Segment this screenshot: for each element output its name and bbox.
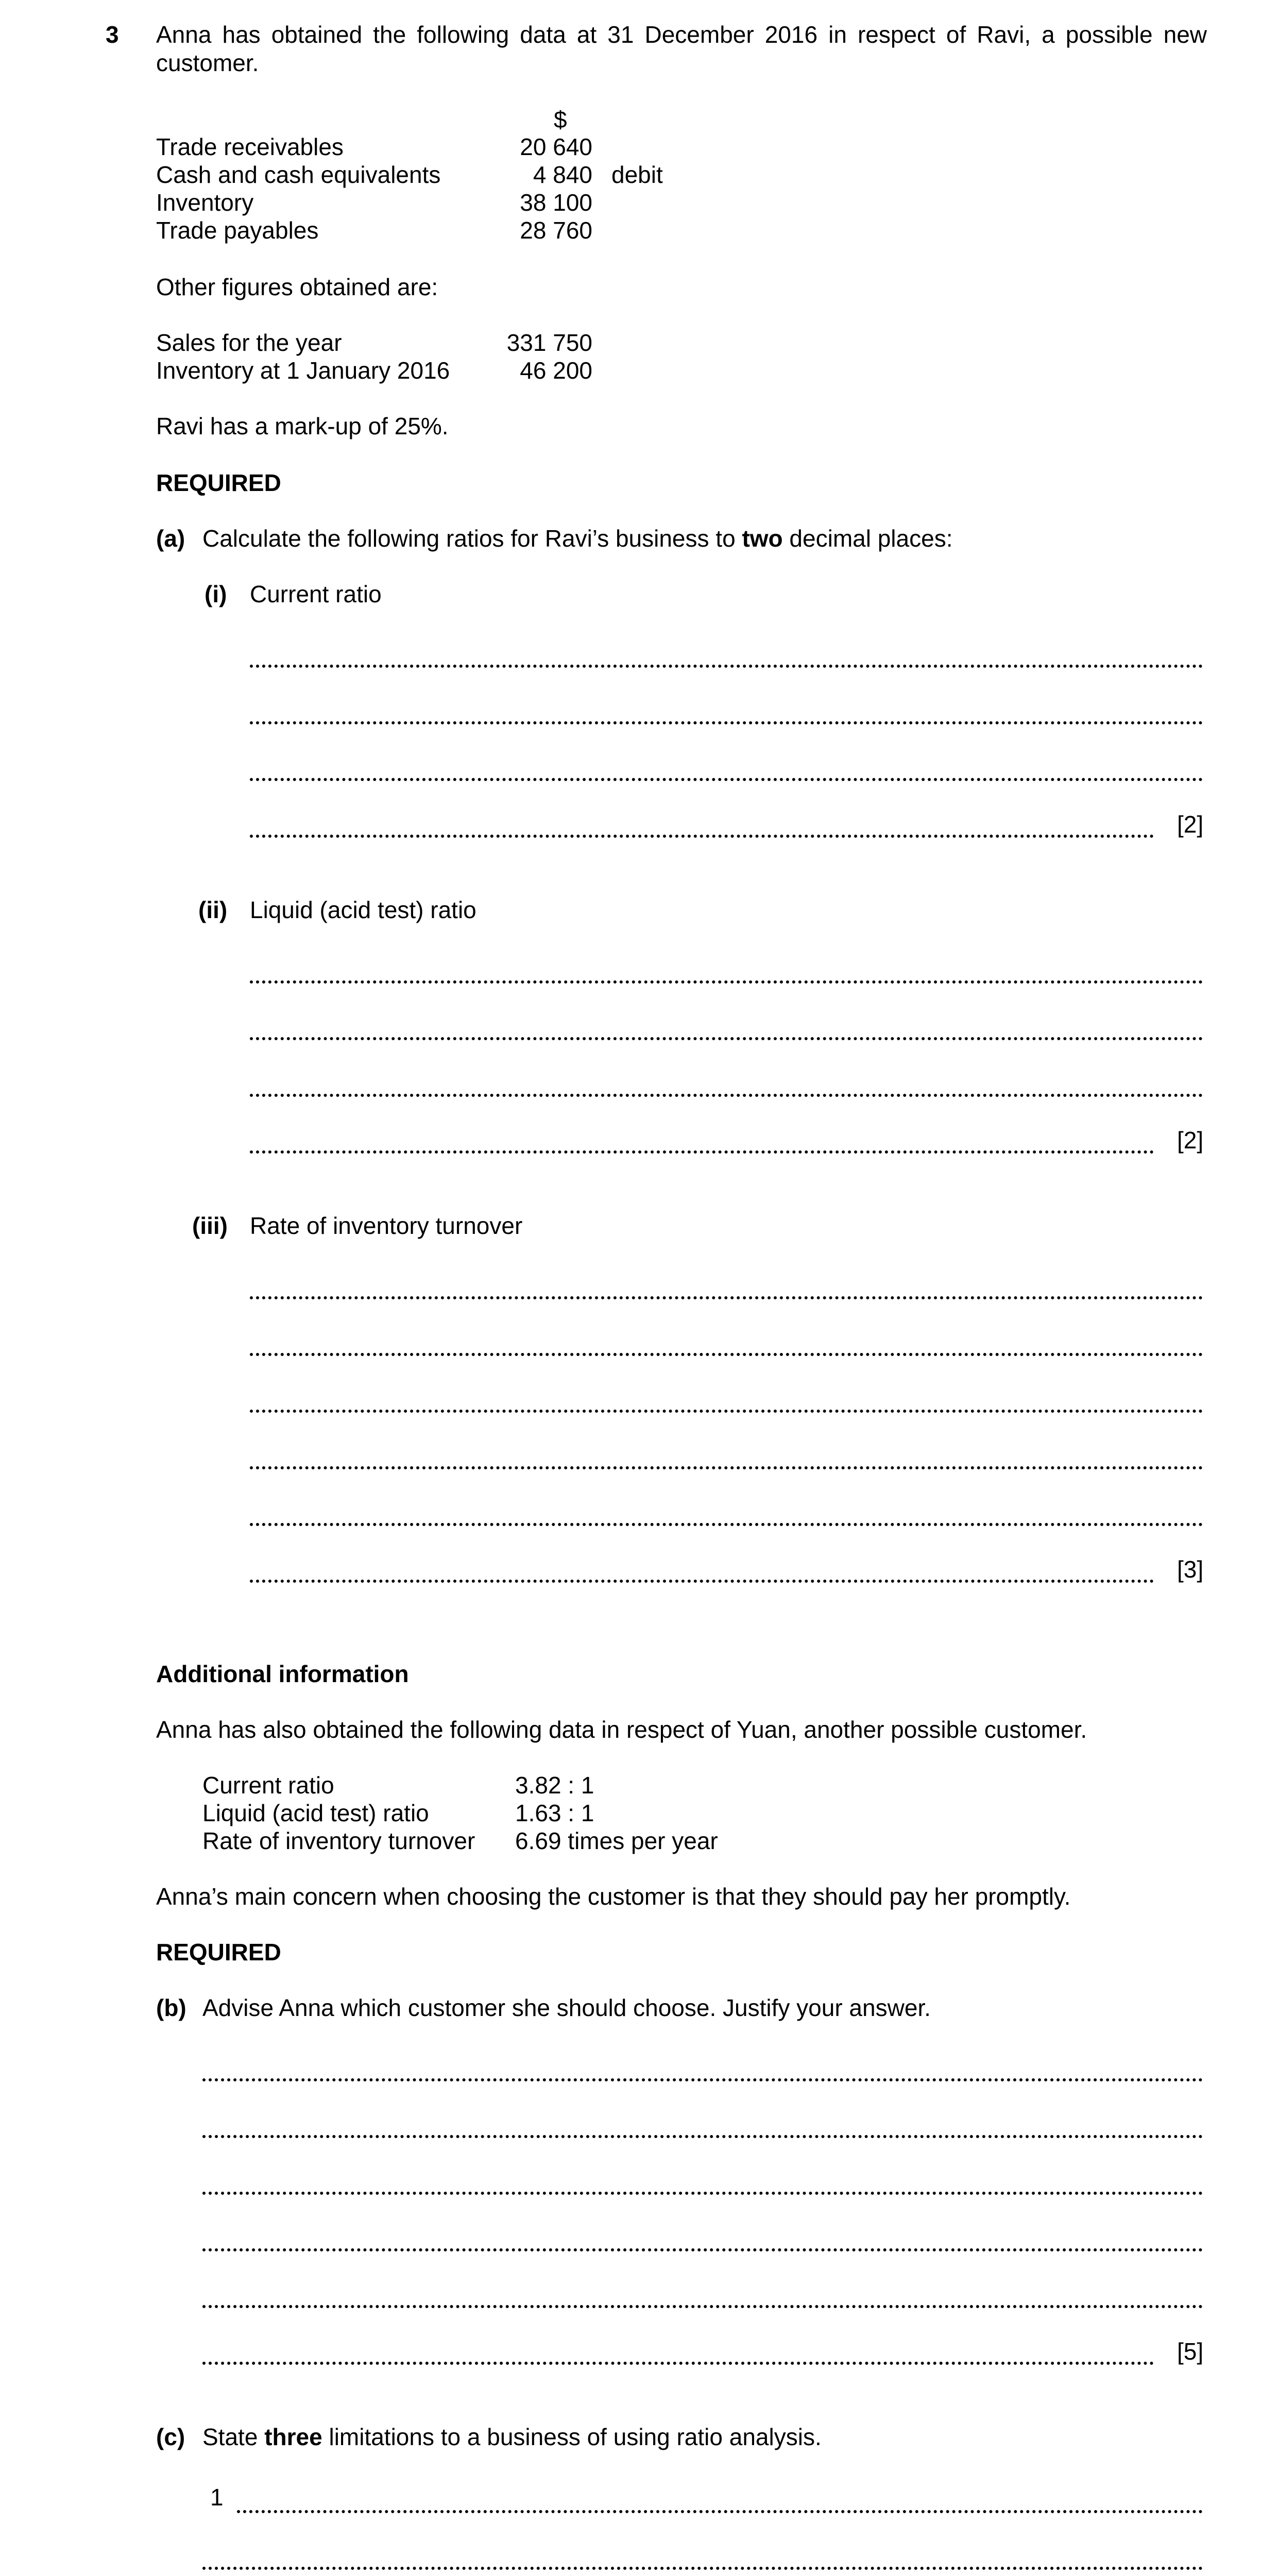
row-label-sales: Sales for the year [156, 329, 342, 356]
part-a-i-marks: [2] [1177, 811, 1204, 838]
part-a-label: (a) [156, 525, 185, 552]
additional-intro: Anna has also obtained the following data in respect of Yuan, another possible customer. [156, 1716, 1087, 1743]
yuan-label-inventory-turnover: Rate of inventory turnover [202, 1827, 475, 1854]
answer-line[interactable] [202, 2567, 1203, 2570]
answer-line[interactable] [250, 835, 1154, 838]
part-c-label: (c) [156, 2424, 185, 2450]
answer-line[interactable] [250, 1037, 1203, 1040]
answer-line[interactable] [237, 2510, 1203, 2513]
answer-line[interactable] [250, 1353, 1203, 1356]
answer-line[interactable] [202, 2305, 1203, 2308]
answer-line[interactable] [250, 980, 1203, 984]
part-a-i-text: Current ratio [250, 581, 382, 607]
markup-statement: Ravi has a mark-up of 25%. [156, 413, 449, 439]
row-amount-cash: 4 840 [533, 161, 592, 188]
row-amount-inventory-opening: 46 200 [520, 357, 592, 384]
answer-line[interactable] [202, 2078, 1203, 2081]
required-heading-a: REQUIRED [156, 469, 281, 496]
row-label-trade-payables: Trade payables [156, 217, 319, 244]
answer-line[interactable] [250, 1094, 1203, 1097]
part-a-text: Calculate the following ratios for Ravi’s business to two decimal places: [202, 525, 953, 552]
answer-line[interactable] [250, 1523, 1203, 1526]
answer-line[interactable] [250, 665, 1203, 668]
yuan-value-current-ratio: 3.82 : 1 [515, 1772, 594, 1799]
row-amount-trade-receivables: 20 640 [520, 133, 592, 160]
additional-heading: Additional information [156, 1660, 409, 1687]
part-a-ii-label: (ii) [198, 896, 228, 923]
yuan-value-liquid-ratio: 1.63 : 1 [515, 1800, 594, 1826]
answer-line[interactable] [202, 2248, 1203, 2251]
yuan-value-inventory-turnover: 6.69 times per year [515, 1827, 718, 1854]
question-intro-line1: Anna has obtained the following data at 31 December 2016 in respect of Ravi, a possible new [156, 21, 1207, 48]
answer-line[interactable] [250, 1410, 1203, 1413]
row-amount-sales: 331 750 [506, 329, 592, 356]
answer-line[interactable] [250, 778, 1203, 781]
part-a-iii-marks: [3] [1177, 1556, 1204, 1583]
answer-line[interactable] [202, 2135, 1203, 2138]
yuan-label-liquid-ratio: Liquid (acid test) ratio [202, 1800, 429, 1826]
answer-line[interactable] [250, 1296, 1203, 1299]
limitation-number-1: 1 [210, 2484, 224, 2511]
part-b-marks: [5] [1177, 2338, 1204, 2365]
answer-line[interactable] [250, 1580, 1154, 1583]
answer-line[interactable] [250, 721, 1203, 724]
row-label-cash: Cash and cash equivalents [156, 161, 441, 188]
part-a-iii-label: (iii) [192, 1212, 228, 1239]
row-amount-trade-payables: 28 760 [520, 217, 592, 244]
part-b-label: (b) [156, 1994, 186, 2021]
additional-concern: Anna’s main concern when choosing the customer is that they should pay her promptly. [156, 1883, 1071, 1910]
part-c-text: State three limitations to a business of using ratio analysis. [202, 2424, 822, 2450]
answer-line[interactable] [250, 1150, 1154, 1154]
question-intro-line2: customer. [156, 49, 259, 76]
currency-header: $ [554, 106, 567, 133]
part-a-iii-text: Rate of inventory turnover [250, 1212, 523, 1239]
part-b-text: Advise Anna which customer she should choose. Justify your answer. [202, 1994, 931, 2021]
row-label-inventory: Inventory [156, 189, 254, 216]
other-figures-intro: Other figures obtained are: [156, 274, 438, 300]
answer-line[interactable] [202, 2192, 1203, 2195]
answer-line[interactable] [250, 1466, 1203, 1469]
required-heading-b: REQUIRED [156, 1939, 281, 1965]
yuan-label-current-ratio: Current ratio [202, 1772, 334, 1799]
row-label-trade-receivables: Trade receivables [156, 133, 344, 160]
row-note-cash: debit [611, 161, 663, 188]
part-a-ii-text: Liquid (acid test) ratio [250, 896, 476, 923]
row-label-inventory-opening: Inventory at 1 January 2016 [156, 357, 450, 384]
question-number: 3 [106, 21, 119, 48]
answer-line[interactable] [202, 2362, 1154, 2365]
row-amount-inventory: 38 100 [520, 189, 592, 216]
part-a-i-label: (i) [205, 581, 227, 607]
part-a-ii-marks: [2] [1177, 1127, 1204, 1154]
